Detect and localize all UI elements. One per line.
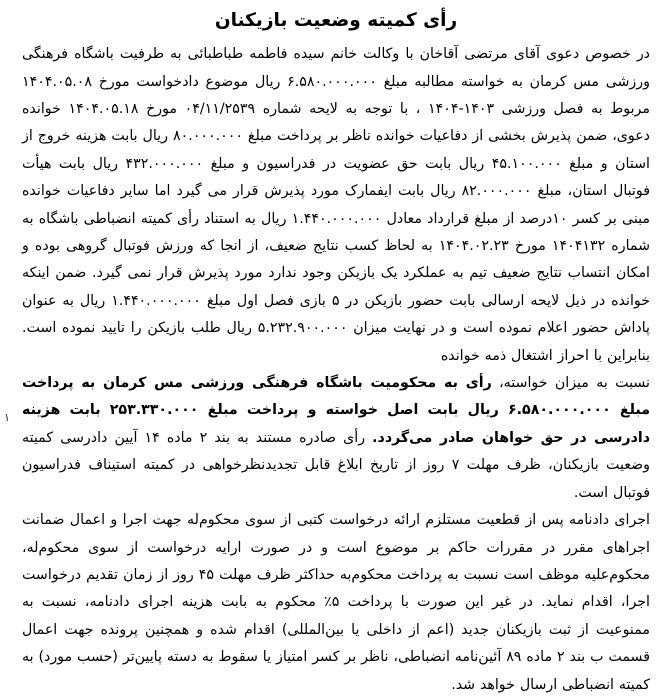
judgment-lead-text: نسبت به میزان خواسته، bbox=[491, 375, 650, 392]
paragraph-enforcement: اجرای دادنامه پس از قطعیت مستلزم ارائه درخواست کتبی از سوی محکوم‌له جهت اجرا و اعمال ضمانت اجراهای مقرر در مقررات حاکم بر موضوع است و در صورت ارایه درخواست از سوی محکوم‌له، محکوم‌علیه موظف است نسبت به پرداخت محکوم‌به حداکثر ظرف مهلت ۴۵ روز از زمان تقدیم درخواست اجرا، اقدام نماید. در غیر این صورت با پرداخت ۵٪ محکوم به بابت هزینه اجرای دادنامه، نسبت به ممنوعیت از ثبت بازیکنان جدید (اعم از داخلی یا بین‌المللی) اقدام شده و همچنین پرونده جهت اعمال قسمت ب بند ۲ ماده ۸۹ آئین‌نامه انضباطی، ناظر بر کسر امتیاز یا سقوط به دسته پایین‌تر (حسب مورد) به کمیته انضباطی ارسال خواهد شد. bbox=[22, 512, 650, 693]
judgment-appeal-text: رأی صادره مستند به بند ۲ ماده ۱۴ آیین دادرسی کمیته وضعیت بازیکنان، ظرف مهلت ۷ روز از تاریخ ابلاغ قابل تجدیدنظرخواهی در کمیته استیناف فدراسیون فوتبال است. bbox=[22, 429, 650, 501]
judgment-ruling-text: رأی به محکومیت باشگاه فرهنگی ورزشی مس کرمان به پرداخت مبلغ ۶.۵۸۰.۰۰۰.۰۰۰ ریال بابت اصل خواسته و پرداخت مبلغ ۲۵۳.۳۳۰.۰۰۰ بابت هزینه دادرسی در حق خواهان صادر می‌گردد. bbox=[22, 375, 651, 446]
margin-page-mark: ١ bbox=[4, 411, 10, 424]
page-title: رأی کمیته وضعیت بازیکنان bbox=[214, 10, 458, 31]
paragraph-judgment bbox=[22, 370, 650, 507]
paragraph-case-summary: در خصوص دعوی آقای مرتضی آقاخان با وکالت خانم سیده فاطمه طباطبائی به طرفیت باشگاه فرهنگی ورزشی مس کرمان به خواسته مطالبه مبلغ ۶.۵۸۰.۰۰۰.۰۰۰ ریال موضوع دادخواست مورخ ۱۴۰۴.۰۵.۰۸ مربوط به فصل ورزشی ۱۴۰۳-۱۴۰۴ ، با توجه به لایحه شماره ۰۴/۱۱/۲۵۳۹ مورخ ۱۴۰۴.۰۵.۱۸ خوانده دعوی، ضمن پذیرش بخشی از دفاعیات خوانده ناظر بر پرداخت مبلغ ۸۰.۰۰۰.۰۰۰ ریال بابت هزینه خروج از استان و مبلغ ۴۵.۱۰۰.۰۰۰ ریال بابت حق عضویت در فدراسیون و مبلغ ۴۳۲.۰۰۰.۰۰۰ ریال بابت هیأت فوتبال استان، مبلغ ۸۲.۰۰۰.۰۰۰ ریال بابت ایفمارک مورد پذیرش قرار می گیرد اما سایر دفاعیات خوانده مبنی بر کسر ۱۰درصد از مبلغ قرارداد معادل ۱.۴۴۰.۰۰۰.۰۰۰ ریال به استناد رأی کمیته انضباطی باشگاه به شماره ۱۴۰۴۱۳۲ مورخ ۱۴۰۴.۰۲.۲۳ به لحاظ کسب نتایج ضعیف، از انجا که ورزش فوتبال گروهی بوده و امکان انتساب نتایج ضعیف تیم به عملکرد یک بازیکن وجود ندارد مورد پذیرش قرار نمی گیرد. ضمن اینکه خوانده در ذیل لایحه ارسالی بابت حضور بازیکن در ۵ بازی فصل اول مبلغ ۱.۴۴۰.۰۰۰.۰۰۰ ریال به عنوان پاداش حضور اعلام نموده است و در نهایت میزان ۵.۲۳۲.۹۰۰.۰۰۰ ریال طلب بازیکن را تایید نموده است. بنابراین با احراز اشتغال ذمه خوانده bbox=[22, 46, 650, 364]
